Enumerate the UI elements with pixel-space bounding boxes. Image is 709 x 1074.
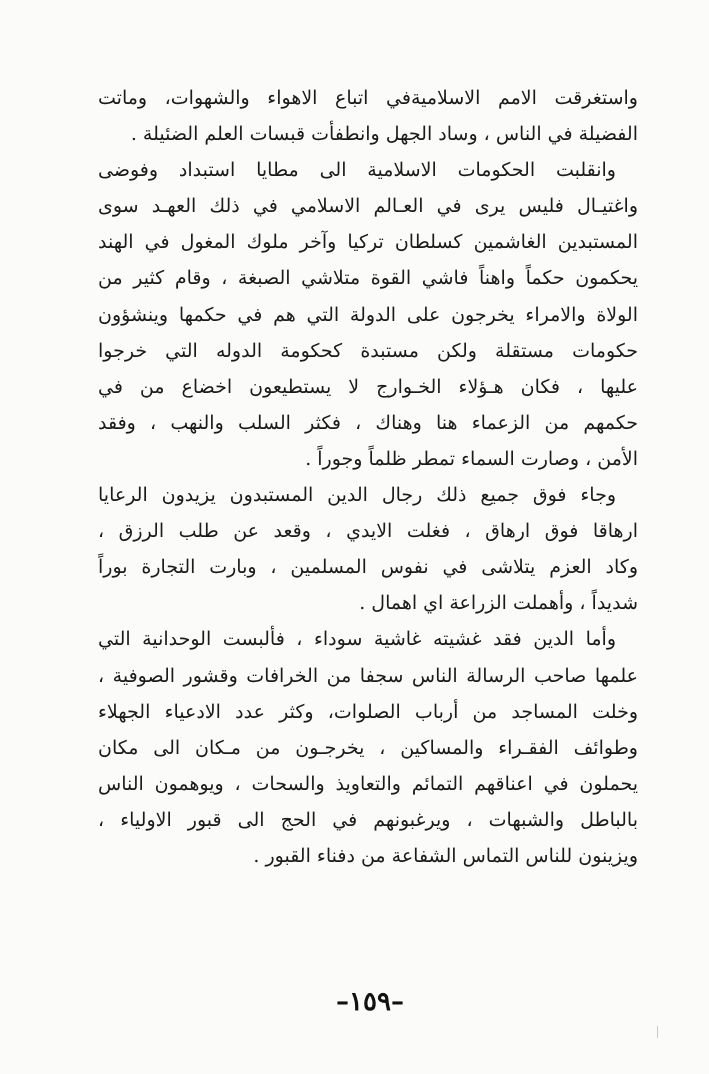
body-text (98, 80, 638, 874)
text-line-5: المستبدين الغاشمين كسلطان تركيا وآخر ملوك المغول في الهند (98, 231, 638, 254)
text-line-8: حكومات مستقلة ولكن مستبدة كحكومة الدوله التي خرجوا (98, 339, 638, 362)
text-line-4: واغتيـال فليس يرى في العـالم الاسلامي في ذلك العهـد سوى (98, 195, 638, 218)
text-line-17: علمها صاحب الرسالة الناس سجفا من الخرافات وقشور الصوفية ، (98, 664, 638, 687)
text-line-9: عليها ، فكان هـؤلاء الخـوارج لا يستطيعون اخضاع من في (98, 375, 638, 398)
text-line-22: ويزينون للناس التماس الشفاعة من دفناء القبور . (253, 844, 638, 867)
text-line-10: حكمهم من الزعماء هنا وهناك ، فكثر السلب والنهب ، وفقد (98, 411, 638, 434)
text-line-21: بالباطل والشبهات ، ويرغبونهم في الحج الى قبور الاولياء ، (98, 808, 638, 831)
text-line-19: وطوائف الفقـراء والمساكين ، يخرجـون من مـكان الى مكان (98, 736, 638, 759)
text-line-14: وكاد العزم يتلاشى في نفوس المسلمين ، وبارت التجارة بوراً (98, 556, 638, 579)
text-line-18: وخلت المساجد من أرباب الصلوات، وكثر عدد الادعياء الجهلاء (98, 700, 638, 723)
text-line-11: الأمن ، وصارت السماء تمطر ظلماً وجوراً . (305, 447, 638, 470)
text-line-13: ارهاقا فوق ارهاق ، فغلت الايدي ، وقعد عن طلب الرزق ، (98, 520, 638, 543)
text-line-3: وانقلبت الحكومات الاسلامية الى مطايا استبداد وفوضى (98, 159, 616, 182)
text-line-20: يحملون في اعناقهم التمائم والتعاويذ والسحات ، ويوهمون الناس (98, 772, 638, 795)
text-line-7: الولاة والامراء يخرجون على الدولة التي هم في حكمها وينشؤون (98, 303, 638, 326)
text-line-12: وجاء فوق جميع ذلك رجال الدين المستبدون يزيدون الرعايا (98, 484, 616, 507)
text-line-1: واستغرقت الامم الاسلاميةفي اتباع الاهواء والشهوات، وماتت (98, 87, 638, 109)
margin-mark (657, 1026, 658, 1038)
text-line-2: الفضيلة في الناس ، وساد الجهل وانطفأت قبسات العلم الضئيلة . (130, 123, 638, 146)
page-number: –١٥٩– (336, 987, 404, 1017)
text-line-16: وأما الدين فقد غشيته غاشية سوداء ، فألبست الوحدانية التي (98, 628, 616, 651)
text-line-6: يحكمون حكماً واهناً فاشي القوة متلاشي الصبغة ، وقام كثير من (98, 267, 638, 290)
text-line-15: شديداً ، وأهملت الزراعة اي اهمال . (359, 592, 638, 615)
